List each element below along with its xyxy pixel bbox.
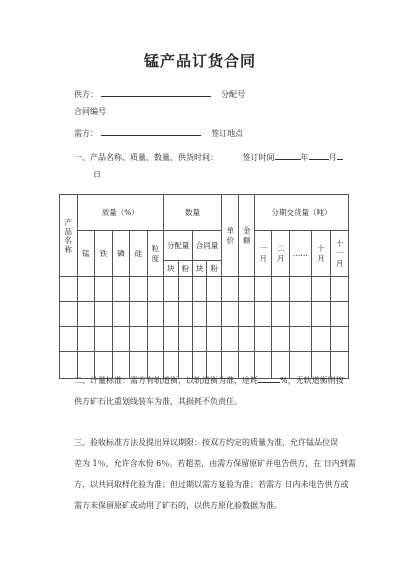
table-cell[interactable]: [272, 327, 290, 352]
header-amount: 金额: [239, 195, 254, 277]
header-month-11: 十一月: [331, 231, 349, 277]
header-iron: 铁: [95, 231, 113, 277]
header-granularity: 粒度: [147, 231, 164, 277]
table-cell[interactable]: [95, 327, 113, 352]
header-allocated-qty: 分配量: [164, 231, 193, 261]
buyer-line: [74, 127, 243, 139]
header-unit-price: 单价: [221, 195, 239, 277]
table-cell[interactable]: [289, 277, 311, 302]
buyer-label: 需方：: [74, 129, 98, 138]
header-contract-powder: 粉: [207, 261, 221, 277]
day-blank[interactable]: [337, 151, 343, 160]
table-cell[interactable]: [130, 277, 148, 302]
table-cell[interactable]: [147, 277, 164, 302]
table-cell[interactable]: [221, 302, 239, 327]
transit-loss-blank[interactable]: [258, 374, 280, 383]
header-quantity: 数量: [164, 195, 222, 231]
table-cell[interactable]: [272, 277, 290, 302]
table-cell[interactable]: [147, 302, 164, 327]
table-cell[interactable]: [239, 327, 254, 352]
header-contract-qty: 合同量: [193, 231, 222, 261]
sign-time-label: 签订时间: [242, 153, 275, 162]
table-row: [60, 327, 349, 352]
table-cell[interactable]: [239, 277, 254, 302]
table-cell[interactable]: [178, 327, 192, 352]
section1-heading: 一、产品名称、质量、数量、供货时间：: [74, 153, 218, 162]
contract-no-label: 合同编号: [74, 107, 106, 116]
section2: [74, 370, 354, 412]
table-cell[interactable]: [254, 277, 272, 302]
table-cell[interactable]: [95, 277, 113, 302]
day-label: 日: [93, 170, 101, 179]
table-cell[interactable]: [77, 327, 95, 352]
table-cell[interactable]: [193, 277, 207, 302]
allocation-label: 分配号: [221, 90, 246, 99]
header-silicon: 硅: [130, 231, 148, 277]
contract-no-line: [74, 107, 106, 117]
table-cell[interactable]: [77, 277, 95, 302]
buyer-blank[interactable]: [101, 127, 201, 136]
table-cell[interactable]: [289, 327, 311, 352]
table-cell[interactable]: [254, 327, 272, 352]
header-installment: 分期交货量（吨）: [254, 195, 348, 231]
header-quality: 质量（%）: [77, 195, 164, 231]
table-cell[interactable]: [289, 302, 311, 327]
table-cell[interactable]: [112, 327, 130, 352]
order-table: [59, 194, 349, 379]
table-cell[interactable]: [331, 302, 349, 327]
table-cell[interactable]: [221, 277, 239, 302]
table-cell[interactable]: [164, 302, 178, 327]
table-cell[interactable]: [272, 302, 290, 327]
table-cell[interactable]: [239, 302, 254, 327]
supplier-label: 供方：: [74, 90, 98, 99]
table-cell[interactable]: [207, 327, 221, 352]
table-cell[interactable]: [60, 277, 78, 302]
table-cell[interactable]: [95, 302, 113, 327]
table-cell[interactable]: [178, 302, 192, 327]
section2-line1: 二、计量标准：需方有轨道衡，以轨道衡为准，途耗 %，无轨道衡则按: [74, 376, 344, 385]
document-title: 锰产品订货合同: [143, 52, 256, 70]
table-cell[interactable]: [60, 302, 78, 327]
header-allocated-block: 块: [164, 261, 178, 277]
table-cell[interactable]: [193, 327, 207, 352]
section1-heading-line: [74, 151, 343, 163]
table-cell[interactable]: [164, 277, 178, 302]
table-cell[interactable]: [311, 277, 331, 302]
supplier-blank[interactable]: [101, 88, 211, 97]
table-cell[interactable]: [130, 327, 148, 352]
section3-line4: 需方未保留原矿或动用了矿石的，以供方原化验数据为准。: [74, 501, 282, 510]
table-cell[interactable]: [112, 277, 130, 302]
section3-line3: 方，以共同取样化验为准；但过期以需方复验为准；若需方 日内未电告供方或: [74, 480, 349, 489]
year-blank[interactable]: [275, 151, 301, 160]
table-cell[interactable]: [60, 327, 78, 352]
month-blank[interactable]: [309, 151, 329, 160]
section3-line1: 三、验收标准方法及提出异议期限：按双方约定的质量为准，允许锰品位误: [74, 438, 338, 447]
table-row: [60, 302, 349, 327]
table-cell[interactable]: [178, 277, 192, 302]
header-allocated-powder: 粉: [178, 261, 192, 277]
table-cell[interactable]: [164, 327, 178, 352]
table-cell[interactable]: [311, 327, 331, 352]
header-phosphorus: 磷: [112, 231, 130, 277]
table-cell[interactable]: [193, 302, 207, 327]
signing-place-label: 签订地点: [211, 129, 244, 138]
section3-line2: 差为 1％，允许含水份 6％。若超差，由需方保留原矿并电告供方，在 日内到需: [74, 459, 356, 468]
table-cell[interactable]: [254, 302, 272, 327]
header-manganese: 锰: [77, 231, 95, 277]
header-product-name: 产品名称: [60, 195, 78, 277]
table-cell[interactable]: [311, 302, 331, 327]
table-cell[interactable]: [77, 302, 95, 327]
table-row: [60, 277, 349, 302]
day-line: [93, 170, 101, 180]
table-cell[interactable]: [147, 327, 164, 352]
header-contract-block: 块: [193, 261, 207, 277]
table-cell[interactable]: [207, 277, 221, 302]
table-cell[interactable]: [331, 327, 349, 352]
section3: [74, 432, 354, 516]
section2-line2: 供方矿石比重划线装车为准，其损耗不负责任。: [74, 397, 242, 406]
table-cell[interactable]: [130, 302, 148, 327]
header-month-ellipsis: ……: [289, 231, 311, 277]
month-label: 月: [328, 153, 337, 162]
table-cell[interactable]: [112, 302, 130, 327]
header-month-2: 二月: [272, 231, 290, 277]
supplier-line: [74, 88, 245, 100]
header-month-1: 一月: [254, 231, 272, 277]
table-cell[interactable]: [221, 327, 239, 352]
year-label: 年: [300, 153, 309, 162]
header-month-10: 十月: [311, 231, 331, 277]
table-cell[interactable]: [331, 277, 349, 302]
table-cell[interactable]: [207, 302, 221, 327]
